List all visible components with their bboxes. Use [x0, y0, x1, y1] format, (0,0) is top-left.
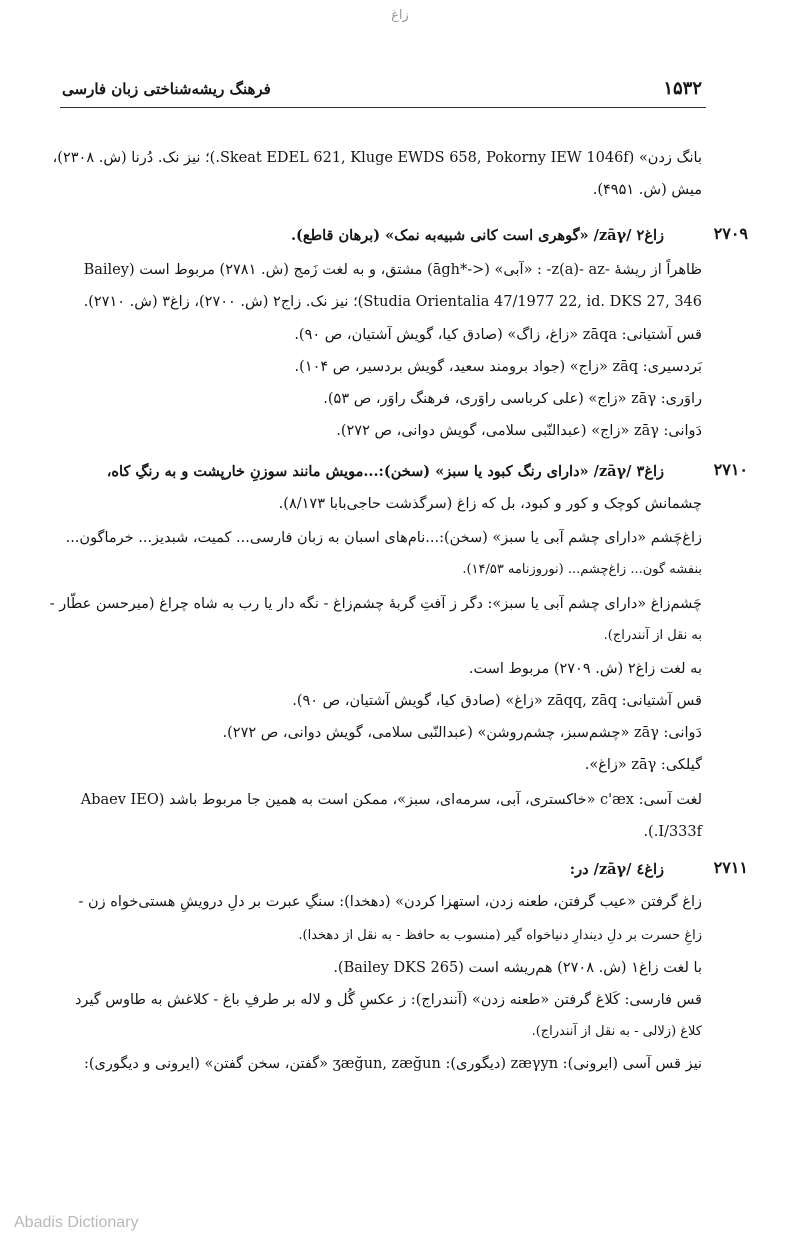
text-line: به لغت زاغ٢ (ش. ۲۷۰۹) مربوط است.	[468, 661, 702, 677]
text-line: راوَری: zāγ «زاج» (علی کرباسی راوَری، فرهنگ راوَر، ص ۵۳).	[323, 391, 702, 407]
text-line: نیز قس آسی (ایرونی): zæγyn (دیگوری): ʒæğun, zæğun «گفتن، سخن گفتن» (ایرونی و دیگوری):	[83, 1056, 702, 1072]
text-line: بَردسیری: zāq «زاج» (جواد برومند سعید، گویش بردسیر، ص ۱۰۴).	[294, 359, 702, 375]
text-line: قس آشتیانی: zāqq, zāq «زاغ» (صادق کیا، گویش آشتیان، ص ۹۰).	[292, 693, 702, 709]
text-line: بنفشه گون... زاغ‌چشم... (نوروزنامه ۱۴/۵۳).	[462, 562, 702, 577]
text-line: لغت آسی: c'æx «خاکستری، آبی، سرمه‌ای، سبز»، ممکن است به همین جا مربوط باشد (Abaev IEO	[80, 792, 702, 808]
text-line: با لغت زاغ١ (ش. ۲۷۰۸) هم‌ریشه است (Bailey DKS 265).	[333, 960, 702, 976]
entry-headword-line: زاغ٣ /zāγ/ «دارای رنگ کبود یا سبز» (سخن):...مویش مانند سوزنِ خارپشت و به رنگِ کاه،	[106, 463, 664, 480]
text-line: چَشم‌زاغ «دارای چشم آبی یا سبز»: دگر ز آفتِ گربهٔ چشم‌زاغ - نگه دار یا رب به شاه چراغ (میرحسن عطّار -	[49, 596, 702, 612]
text-line: گیلکی: zāγ «زاغ».	[584, 757, 702, 773]
text-line: دَوانی: zāγ «چشم‌سبز، چشم‌روشن» (عبدالنّبی سلامی، گویش دوانی، ص ۲۷۲).	[222, 725, 702, 741]
text-line: Studia Orientalia 47/1977 22, id. DKS 27, 346)؛ نیز نک. زاج٢ (ش. ۲۷۰۰)، زاغ٣ (ش. ۲۷۱۰).	[83, 294, 702, 310]
entry-number: ۲۷۱۱	[713, 858, 748, 877]
header-rule	[60, 107, 706, 108]
text-line: میش (ش. ۴۹۵۱).	[592, 182, 702, 198]
entry-headword-line: زاغ٢ /zāγ/ «گوهری است کانی شبیه‌به نمک» (برهان قاطع).	[290, 227, 664, 244]
site-title: زاغ	[391, 8, 409, 23]
text-line: بانگ زدن» (Skeat EDEL 621, Kluge EWDS 658, Pokorny IEW 1046f.)؛ نیز نک. دُرنا (ش. ۲۳۰۸)،	[52, 150, 702, 166]
text-line: دَوانی: zāγ «زاج» (عبدالنّبی سلامی، گویش دوانی، ص ۲۷۲).	[336, 423, 702, 439]
entry-number: ۲۷۰۹	[713, 224, 748, 243]
text-line: قس آشتیانی: zāqa «زاغ، زاگ» (صادق کیا، گویش آشتیان، ص ۹۰).	[294, 327, 702, 343]
text-line: زاغ‌چَشم «دارای چشم آبی یا سبز» (سخن):...نام‌های اسبان به زبان فارسی... کمیت، شبدیز... خرماگون...	[65, 530, 702, 546]
watermark-text: Abadis Dictionary	[14, 1214, 139, 1231]
text-line: کلاغ (زلالی - به نقل از آنندراج).	[531, 1024, 702, 1039]
text-line: زاغ گرفتن «عیب گرفتن، طعنه زدن، استهزا کردن» (دهخدا): سنگِ عبرت بر دلِ درویشِ هستی‌خواه زن -	[78, 894, 702, 910]
text-line: به نقل از آنندراج).	[603, 628, 702, 643]
entry-number: ۲۷۱۰	[713, 460, 748, 479]
text-line: زاغِ حسرت بر دلِ دیندارِ دنیاخواه گیر (منسوب به حافظ - به نقل از دهخدا).	[298, 928, 702, 943]
text-line: قس فارسی: کَلاغ گرفتن «طعنه زدن» (آنندراج): ز عکسِ گُل و لاله بر طرفِ باغ - کلاغش به طاوس گیرد	[74, 992, 702, 1008]
text-line: I/333f.).	[643, 824, 702, 840]
text-line: چشمانش کوچک و کور و کبود، بل که زاغ (سرگذشت حاجی‌بابا ۸/۱۷۳).	[278, 496, 702, 512]
text-line: ظاهراً از ریشهٔ -z(a)- az- : «آبی» (<-*āgh) مشتق، و به لغت زَمج (ش. ۲۷۸۱) مربوط است (Bailey	[83, 262, 702, 278]
page-number: ۱۵۳۲	[663, 78, 702, 99]
book-title: فرهنگ ریشه‌شناختی زبان فارسی	[62, 80, 271, 98]
entry-headword-line: زاغ٤ /zāγ/ در:	[569, 861, 664, 878]
